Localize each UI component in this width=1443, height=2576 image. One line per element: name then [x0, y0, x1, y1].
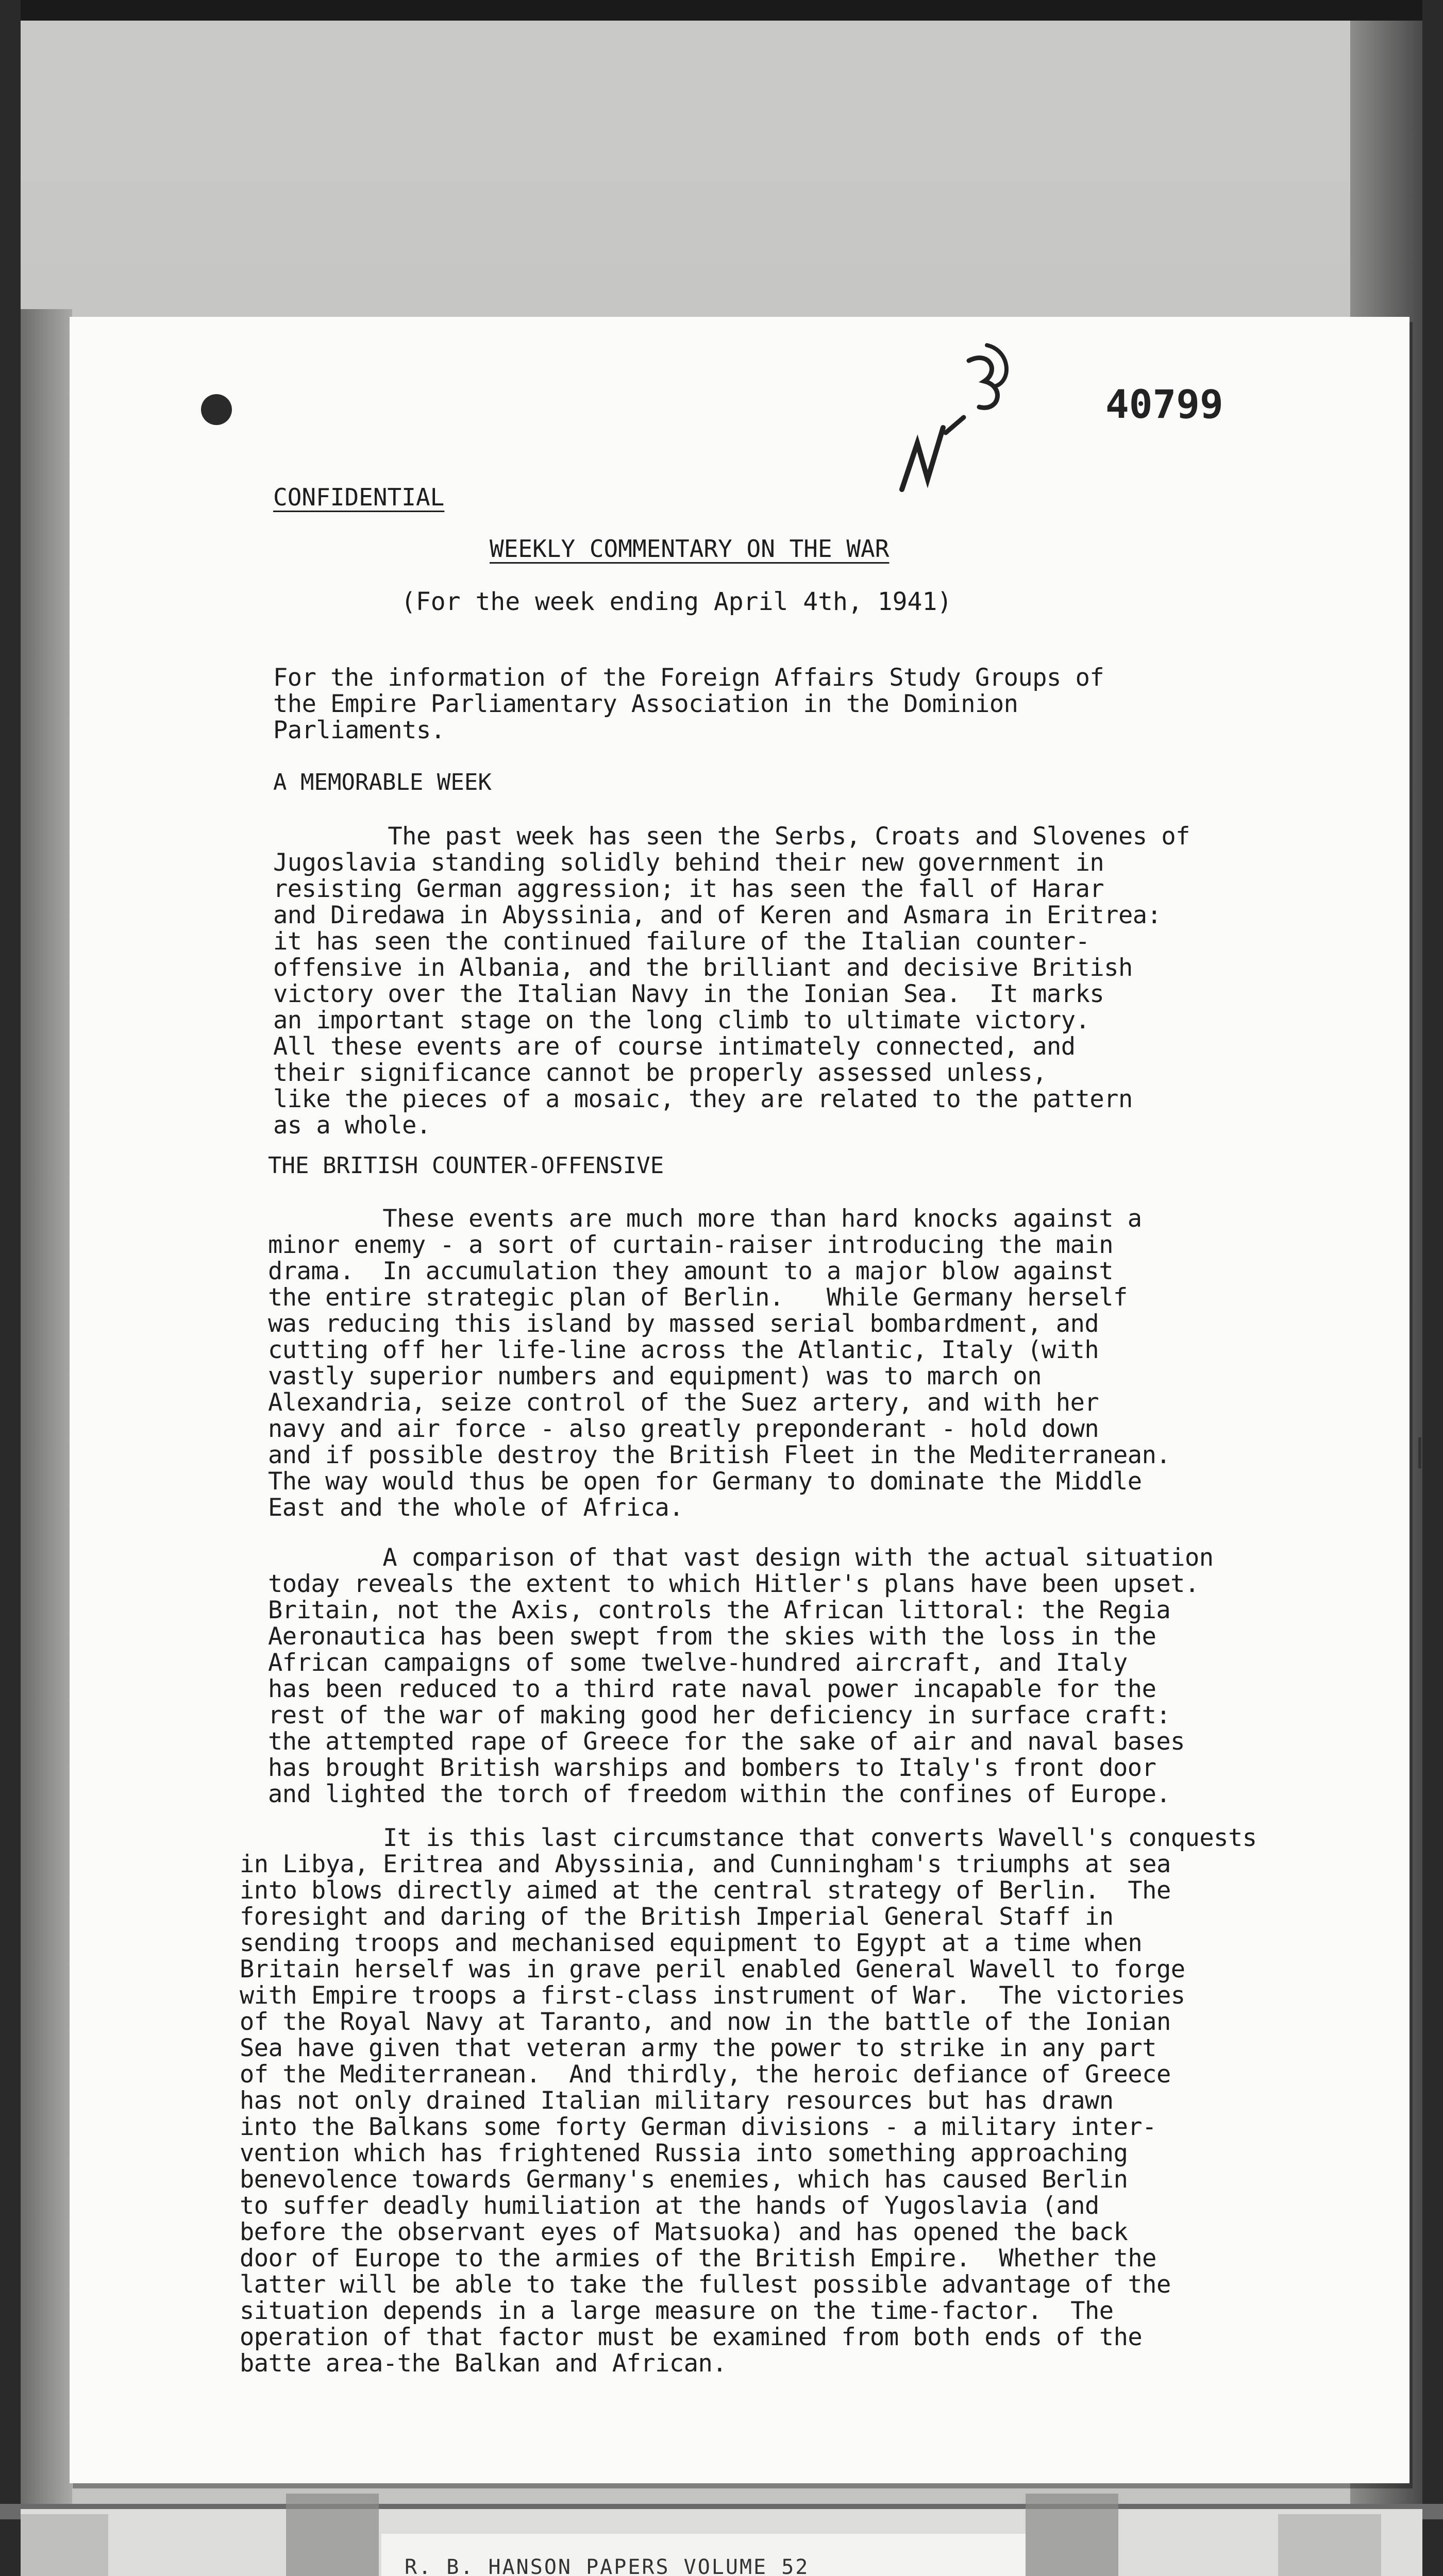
tape-far-right	[1278, 2514, 1381, 2576]
intro-paragraph: For the information of the Foreign Affairs Study Groups of the Empire Parliamentary Association in the Dominion Parliaments.	[273, 664, 1104, 744]
paragraph-counter-offensive-3: It is this last circumstance that converts Wavell's conquests in Libya, Eritrea and Abyssinia, and Cunningham's triumphs at sea into blows directly aimed at the central strategy of Berlin. The foresight and daring of the British Imperial General Staff in sending troops and mechanised equipment to Egypt at a time when Britain herself was in grave peril enabled General Wavell to forge with Empire troops a first-class instrument of War. The victories of the Royal Navy at Taranto, and now in the battle of the Ionian Sea have given that veteran army the power to strike in any part of the Mediterranean. And thirdly, the heroic defiance of Greece has not only drained Italian military resources but has drawn into the Balkans some forty German divisions - a military inter- vention which has frightened Russia into something approaching benevolence towards Germany's enemies, which has caused Berlin to suffer deadly humiliation at the hands of Yugoslavia (and before the observant eyes of Matsuoka) and has opened the back door of Europe to the armies of the British Empire. Whether the latter will be able to take the fullest possible advantage of the situation depends in a large measure on the time-factor. The operation of that factor must be examined from both ends of the batte area-the Balkan and African.	[240, 1824, 1257, 2378]
document-title: WEEKLY COMMENTARY ON THE WAR	[490, 535, 890, 563]
handwritten-annotation	[897, 340, 1020, 495]
document-subtitle: (For the week ending April 4th, 1941)	[401, 587, 952, 616]
section-heading-british-counter-offensive: THE BRITISH COUNTER-OFFENSIVE	[268, 1153, 664, 1179]
backing-shadow-left	[21, 309, 72, 2524]
tape-left	[286, 2494, 379, 2576]
tape-right	[1026, 2494, 1118, 2576]
section-heading-memorable-week: A MEMORABLE WEEK	[273, 769, 492, 795]
film-edge-right	[1422, 0, 1443, 2576]
film-edge-left	[0, 0, 21, 2576]
paragraph-counter-offensive-1: These events are much more than hard knocks against a minor enemy - a sort of curtain-raiser introducing the main drama. In accumulation they amount to a major blow against the entire strategic plan of Berlin. While Germany herself was reducing this island by massed serial bombardment, and cutting off her life-line across the Atlantic, Italy (with vastly superior numbers and equipment) was to march on Alexandria, seize control of the Suez artery, and with her navy and air force - also greatly preponderant - hold down and if possible destroy the British Fleet in the Mediterranean. The way would thus be open for Germany to dominate the Middle East and the whole of Africa.	[268, 1205, 1171, 1522]
film-edge-top	[0, 0, 1443, 21]
paragraph-memorable-week: The past week has seen the Serbs, Croats and Slovenes of Jugoslavia standing solidly behind their new government in resisting German aggression; it has seen the fall of Harar and Diredawa in Abyssinia, and of Keren and Asmara in Eritrea: it has seen the continued failure of the Italian counter- offensive in Albania, and the brilliant and decisive British victory over the Italian Navy in the Ionian Sea. It marks an important stage on the long climb to ultimate victory. All these events are of course intimately connected, and their significance cannot be properly assessed unless, like the pieces of a mosaic, they are related to the pattern as a whole.	[273, 822, 1190, 1140]
margin-mark	[1418, 1437, 1421, 1468]
punch-hole	[201, 394, 232, 425]
tape-far-left	[21, 2514, 108, 2576]
document-number: 40799	[1105, 381, 1223, 427]
paragraph-counter-offensive-2: A comparison of that vast design with the actual situation today reveals the extent to which Hitler's plans have been upset. Britain, not the Axis, controls the African littoral: the Regia Aeronautica has been swept from the skies with the loss in the African campaigns of some twelve-hundred aircraft, and Italy has been reduced to a third rate naval power incapable for the rest of the war of making good her deficiency in surface craft: the attempted rape of Greece for the sake of air and naval bases has brought British warships and bombers to Italy's front door and lighted the torch of freedom within the confines of Europe.	[268, 1544, 1214, 1808]
classification-label: CONFIDENTIAL	[273, 483, 445, 511]
volume-label-text: R. B. HANSON PAPERS VOLUME 52	[405, 2555, 810, 2576]
